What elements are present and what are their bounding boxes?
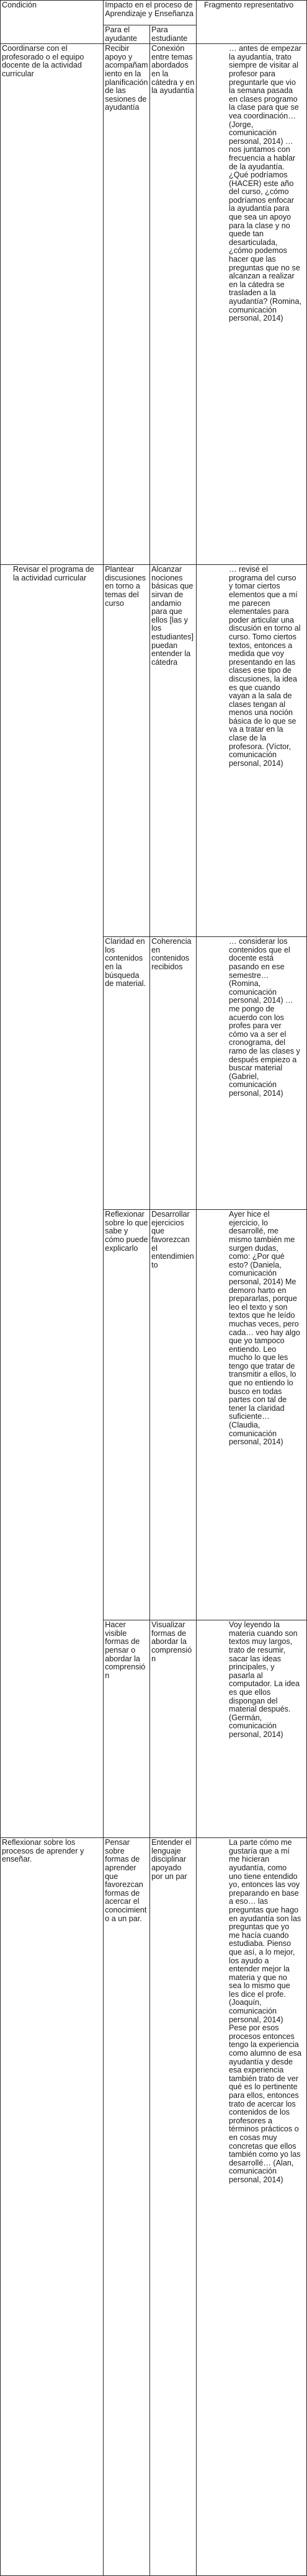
header-row: [1, 1, 307, 25]
condicion-cell: Revisar el programa de la actividad curricular: [1, 565, 104, 1838]
fragmento-cell: … considerar los contenidos que el docente está pasando en ese semestre… (Romina, comunicación personal, 2014) … me pongo de acuerdo con los profes para ver cómo va a ser el cronograma, del ramo de las clases y después empiezo a buscar material (Gabriel, comunicación personal, 2014): [197, 937, 307, 1210]
table-row: [1, 1838, 307, 2576]
ayudante-cell: Reflexionar sobre lo que sabe y cómo puede explicarlo: [104, 1210, 150, 1620]
estudiante-cell: Coherencia en contenidos recibidos: [150, 937, 197, 1210]
estudiante-cell: Visualizar formas de abordar la comprensión: [150, 1620, 197, 1838]
table-row: [1, 565, 307, 937]
ayudante-cell: Recibir apoyo y acompañamiento en la planificación de las sesiones de ayudantía: [104, 44, 150, 565]
ayudante-cell: Pensar sobre formas de aprender que favorezcan formas de acercar el conocimiento a un par.: [104, 1838, 150, 2576]
table-row: [1, 44, 307, 565]
estudiante-cell: Conexión entre temas abordados en la cátedra y en la ayudantía: [150, 44, 197, 565]
estudiante-cell: Desarrollar ejercicios que favorezcan el entendimiento: [150, 1210, 197, 1620]
header-impacto: Impacto en el proceso de Aprendizaje y Enseñanza: [104, 1, 197, 25]
ayudante-cell: Hacer visible formas de pensar o abordar la comprensión: [104, 1620, 150, 1838]
condicion-cell: Coordinarse con el profesorado o el equipo docente de la actividad curricular: [1, 44, 104, 565]
estudiante-cell: Entender el lenguaje disciplinar apoyado por un par: [150, 1838, 197, 2576]
fragmento-cell: Ayer hice el ejercicio, lo desarrollé, me mismo también me surgen dudas, como: ¿Por qué esto? (Daniela, comunicación personal, 2014) Me demoro harto en prepararlas, porque leo el texto y son textos que he leído muchas veces, pero cada… veo hay algo que yo tampoco entiendo. Leo mucho lo que les tengo que tratar de transmitir a ellos, lo que no entiendo lo busco en todas partes con tal de tener la claridad suficiente… (Claudia, comunicación personal, 2014): [197, 1210, 307, 1620]
fragmento-cell: La parte cómo me gustaría que a mí me hicieran ayudantía, como uno tiene entendido yo, entonces las voy preparando en base a eso… las preguntas que hago en ayudantía son las preguntas que yo me hacía cuando estudiaba. Pienso que así, a lo mejor, los ayudo a entender mejor la materia y que no sea lo mismo que les dice el profe. (Joaquín, comunicación personal, 2014) Pese por esos procesos entonces tengo la experiencia como alumno de esa ayudantía y desde esa experiencia también trato de ver qué es lo pertinente para ellos, entonces trato de acercar los contenidos de los profesores a términos prácticos o en cosas muy concretas que ellos también como yo las desarrollé… (Alan, comunicación personal, 2014): [197, 1838, 307, 2576]
condicion-cell: Reflexionar sobre los procesos de aprender y enseñar.: [1, 1838, 104, 2576]
header-fragmento: Fragmento representativo: [197, 1, 307, 44]
fragmento-cell: Voy leyendo la materia cuando son textos muy largos, trato de resumir, sacar las ideas principales, y pasarla al computador. La idea es que ellos dispongan del material después. (Germán, comunicación personal, 2014): [197, 1620, 307, 1838]
header-condicion: Condición: [1, 1, 104, 44]
fragmento-cell: … revisé el programa del curso y tomar ciertos elementos que a mí me parecen elementales para poder articular una discusión en torno al curso. Tomo ciertos textos, entonces a medida que voy presentando en las clases ese tipo de discusiones, la idea es que cuando vayan a la sala de clases tengan al menos una noción básica de lo que se va a tratar en la clase de la profesora. (Víctor, comunicación personal, 2014): [197, 565, 307, 937]
ayudante-cell: Plantear discusiones en torno a temas del curso: [104, 565, 150, 937]
fragmento-cell: … antes de empezar la ayudantía, trato siempre de visitar al profesor para preguntarle que vio la semana pasada en clases programo la clase para que se vea coordinación… (Jorge, comunicación personal, 2014) … nos juntamos con frecuencia a hablar de la ayudantía. ¿Qué podríamos (HACER) este año del curso, ¿cómo podríamos enfocar la ayudantía para que sea un apoyo para la clase y no quede tan desarticulada, ¿cómo podemos hacer que las preguntas que no se alcanzan a realizar en la cátedra se trasladen a la ayudantía? (Romina, comunicación personal, 2014): [197, 44, 307, 565]
estudiante-cell: Alcanzar nociones básicas que sirvan de andamio para que ellos [las y los estudiantes] puedan entender la cátedra: [150, 565, 197, 937]
header-para-ayudante: Para el ayudante: [104, 25, 150, 44]
ayudante-cell: Claridad en los contenidos en la búsqueda de material.: [104, 937, 150, 1210]
header-para-estudiante: Para estudiante: [150, 25, 197, 44]
